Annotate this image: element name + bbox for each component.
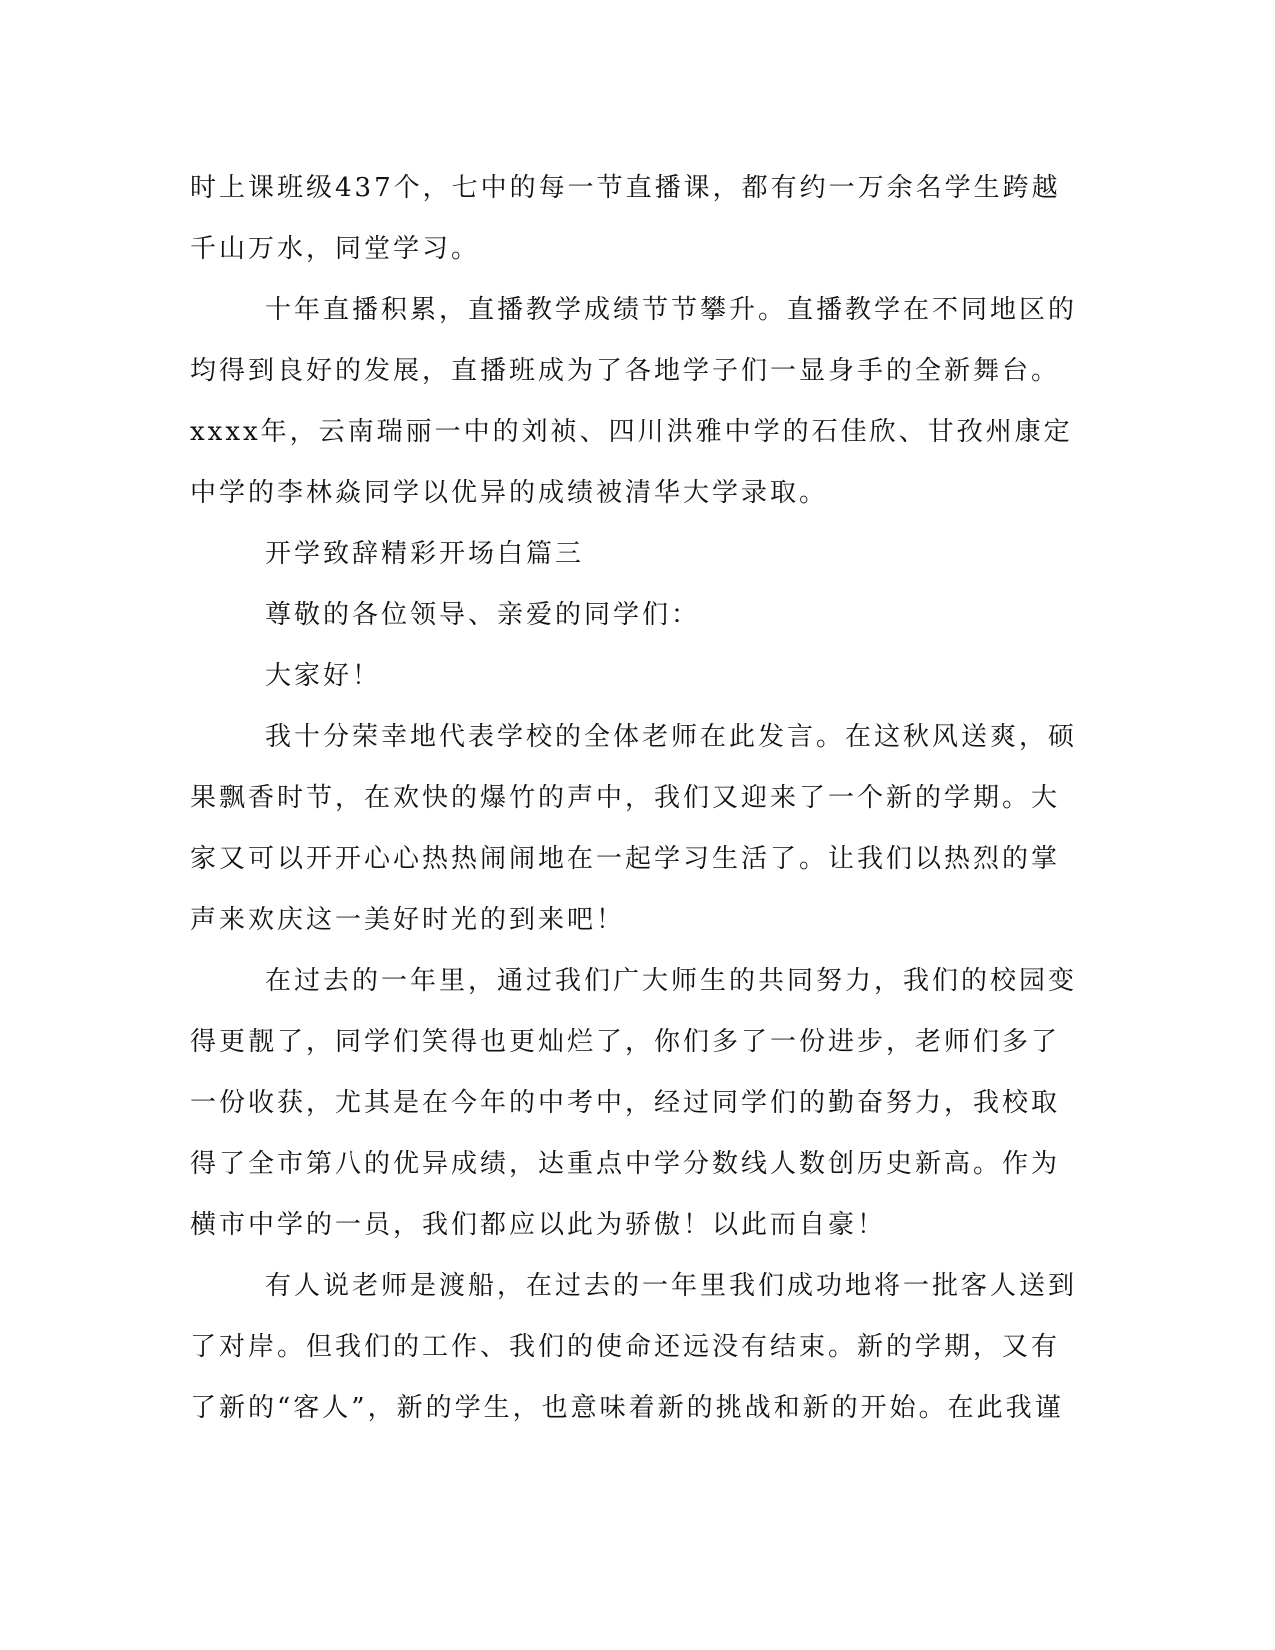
text-line: 有人说老师是渡船，在过去的一年里我们成功地将一批客人送到	[265, 1271, 1078, 1301]
text-line: 一份收获，尤其是在今年的中考中，经过同学们的勤奋努力，我校取	[190, 1088, 1061, 1118]
text-line: 在过去的一年里，通过我们广大师生的共同努力，我们的校园变	[265, 966, 1078, 996]
text-line: 均得到良好的发展，直播班成为了各地学子们一显身手的全新舞台。	[190, 356, 1061, 386]
text-line: 千山万水，同堂学习。	[190, 234, 481, 264]
text-line: 得了全市第八的优异成绩，达重点中学分数线人数创历史新高。作为	[190, 1149, 1061, 1179]
text-line: 时上课班级437个，七中的每一节直播课，都有约一万余名学生跨越	[190, 173, 1061, 203]
text-line: xxxx年，云南瑞丽一中的刘祯、四川洪雅中学的石佳欣、甘孜州康定	[190, 417, 1073, 447]
text-line: 我十分荣幸地代表学校的全体老师在此发言。在这秋风送爽，硕	[265, 722, 1078, 752]
text-line: 十年直播积累，直播教学成绩节节攀升。直播教学在不同地区的	[265, 295, 1078, 325]
text-line: 了新的“客人”，新的学生，也意味着新的挑战和新的开始。在此我谨	[190, 1393, 1064, 1423]
text-line: 中学的李林焱同学以优异的成绩被清华大学录取。	[190, 478, 829, 508]
text-line: 得更靓了，同学们笑得也更灿烂了，你们多了一份进步，老师们多了	[190, 1027, 1061, 1057]
text-line: 了对岸。但我们的工作、我们的使命还远没有结束。新的学期，又有	[190, 1332, 1061, 1362]
section-heading: 开学致辞精彩开场白篇三	[265, 539, 585, 569]
text-line: 声来欢庆这一美好时光的到来吧！	[190, 905, 626, 935]
text-line: 家又可以开开心心热热闹闹地在一起学习生活了。让我们以热烈的掌	[190, 844, 1061, 874]
text-line: 果飘香时节，在欢快的爆竹的声中，我们又迎来了一个新的学期。大	[190, 783, 1061, 813]
document-body	[190, 158, 1078, 1439]
greeting: 大家好！	[265, 661, 382, 691]
text-line: 横市中学的一员，我们都应以此为骄傲！以此而自豪！	[190, 1210, 887, 1240]
salutation: 尊敬的各位领导、亲爱的同学们：	[265, 600, 701, 630]
